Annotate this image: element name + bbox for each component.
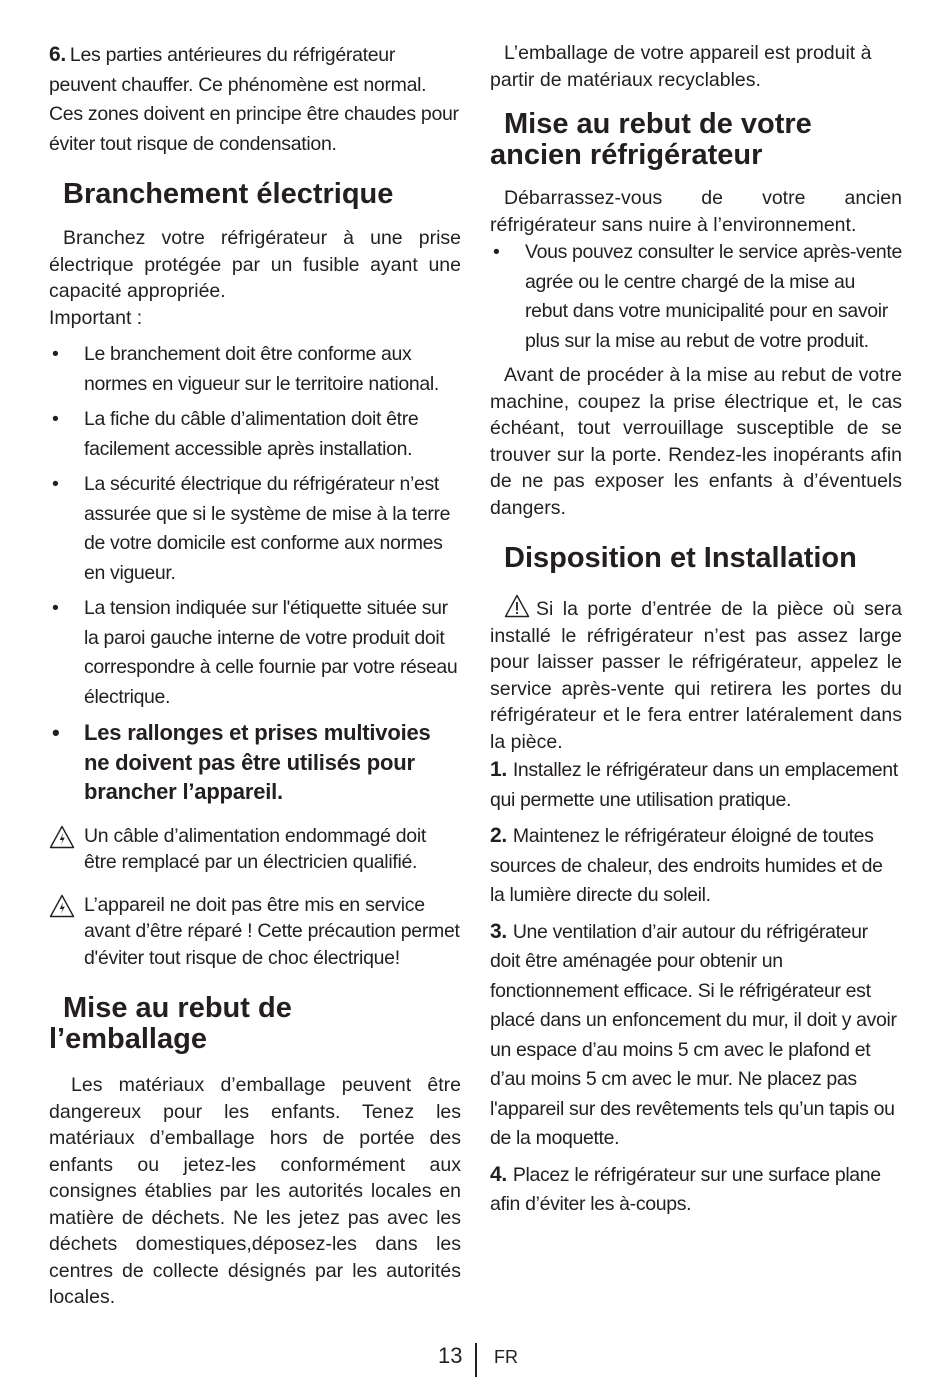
list-item: • Vous pouvez consulter le service après-vente agrée ou le centre chargé de la mise au rebut dans votre municipalité pour en savoir plus sur la mise au rebut de votre produit.: [490, 238, 902, 356]
bullet-icon: •: [52, 343, 59, 365]
ancien-intro: Débarrassez-vous de votre ancien réfrigérateur sans nuire à l’environnement.: [490, 187, 902, 236]
list-item: • La sécurité électrique du réfrigérateur n’est assurée que si le système de mise à la terre de votre domicile est conforme aux normes en vigueur.: [49, 470, 461, 588]
branchement-list: [49, 340, 461, 807]
page-number: 13: [438, 1343, 463, 1368]
warning-cable: Un câble d’alimentation endommagé doit être remplacé par un électricien qualifié.: [49, 823, 461, 876]
ancien-after: Avant de procéder à la mise au rebut de votre machine, coupez la prise électrique et, le cas échéant, tout verrouillage susceptible de se trouver sur la porte. Rendez-les inopérants afin de ne pas exposer les enfants à d’éventuels dangers.: [490, 364, 902, 519]
list-item-bold: • Les rallonges et prises multivoies ne doivent pas être utilisés pour brancher l’appareil.: [52, 720, 431, 804]
install-item-3: 3. Une ventilation d’air autour du réfrigérateur doit être aménagée pour obtenir un fonctionnement efficace. Si le réfrigérateur est placé dans un enfoncement du mur, il doit y avoir un espace d’au moins 5 cm avec le plafond et d’au moins 5 cm avec le mur. Ne placez pas l'appareil sur des revêtements tels qu’un tapis ou de la moquette.: [490, 919, 897, 1149]
item-text: Les parties antérieures du réfrigérateur peuvent chauffer. Ce phénomène est normal. Ces zones doivent en principe être chaudes pour éviter tout risque de condensation.: [49, 44, 459, 155]
list-item: • Le branchement doit être conforme aux normes en vigueur sur le territoire national.: [49, 340, 461, 399]
heading-disposition: Disposition et Installation: [504, 542, 857, 574]
heading-branchement: Branchement électrique: [63, 178, 394, 210]
bullet-icon: •: [52, 408, 59, 430]
left-column: [49, 40, 461, 1311]
warning-triangle-icon: [504, 594, 530, 618]
list-item: • La tension indiquée sur l'étiquette située sur la paroi gauche interne de votre produit doit correspondre à celle fournie par votre réseau électrique.: [49, 594, 461, 712]
electric-hazard-icon: [49, 894, 75, 918]
footer-divider: [475, 1343, 477, 1377]
disposition-warning: Si la porte d’entrée de la pièce où sera installé le réfrigérateur n’est pas assez large pour laisser passer le réfrigérateur, appelez le service après-vente qui retirera les portes du réfrigérateur et le fera entrer latéralement dans la pièce.: [490, 594, 902, 755]
bullet-icon: •: [493, 241, 500, 263]
item-6: [49, 40, 461, 159]
warning-repair: L’appareil ne doit pas être mis en service avant d’être réparé ! Cette précaution permet d'éviter tout risque de choc électrique!: [49, 892, 461, 972]
bullet-icon: •: [52, 720, 60, 745]
list-item: • La fiche du câble d’alimentation doit être facilement accessible après installation.: [49, 405, 461, 464]
bullet-icon: •: [52, 597, 59, 619]
install-item-2: 2. Maintenez le réfrigérateur éloigné de toutes sources de chaleur, des endroits humides et de la lumière directe du soleil.: [490, 824, 883, 906]
page-footer: [0, 1343, 950, 1383]
install-item-4: 4. Placez le réfrigérateur sur une surface plane afin d’éviter les à-coups.: [490, 1162, 881, 1215]
heading-emballage: Mise au rebut de l’emballage: [49, 992, 292, 1055]
branchement-intro: Branchez votre réfrigérateur à une prise électrique protégée par un fusible ayant une capacité appropriée.: [49, 227, 461, 302]
item-number: 6.: [49, 43, 66, 66]
right-column: [490, 40, 902, 1220]
ancien-list: [490, 238, 902, 356]
electric-hazard-icon: [49, 825, 75, 849]
install-item-1: 1. Installez le réfrigérateur dans un emplacement qui permette une utilisation pratique.: [490, 758, 898, 811]
heading-ancien: Mise au rebut de votre ancien réfrigérateur: [490, 108, 812, 171]
bullet-icon: •: [52, 473, 59, 495]
important-label: Important :: [49, 306, 143, 329]
language-code: FR: [494, 1347, 518, 1367]
recycle-text: L’emballage de votre appareil est produit à partir de matériaux recyclables.: [490, 42, 872, 91]
emballage-text: Les matériaux d’emballage peuvent être dangereux pour les enfants. Tenez les matériaux d’emballage hors de portée des enfants ou jetez-les conformément aux consignes établies par les autorités locales en matière de déchets. Ne les jetez pas avec les déchets domestiques,déposez-les dans les centres de collecte désignés par les autorités locales.: [49, 1074, 461, 1308]
